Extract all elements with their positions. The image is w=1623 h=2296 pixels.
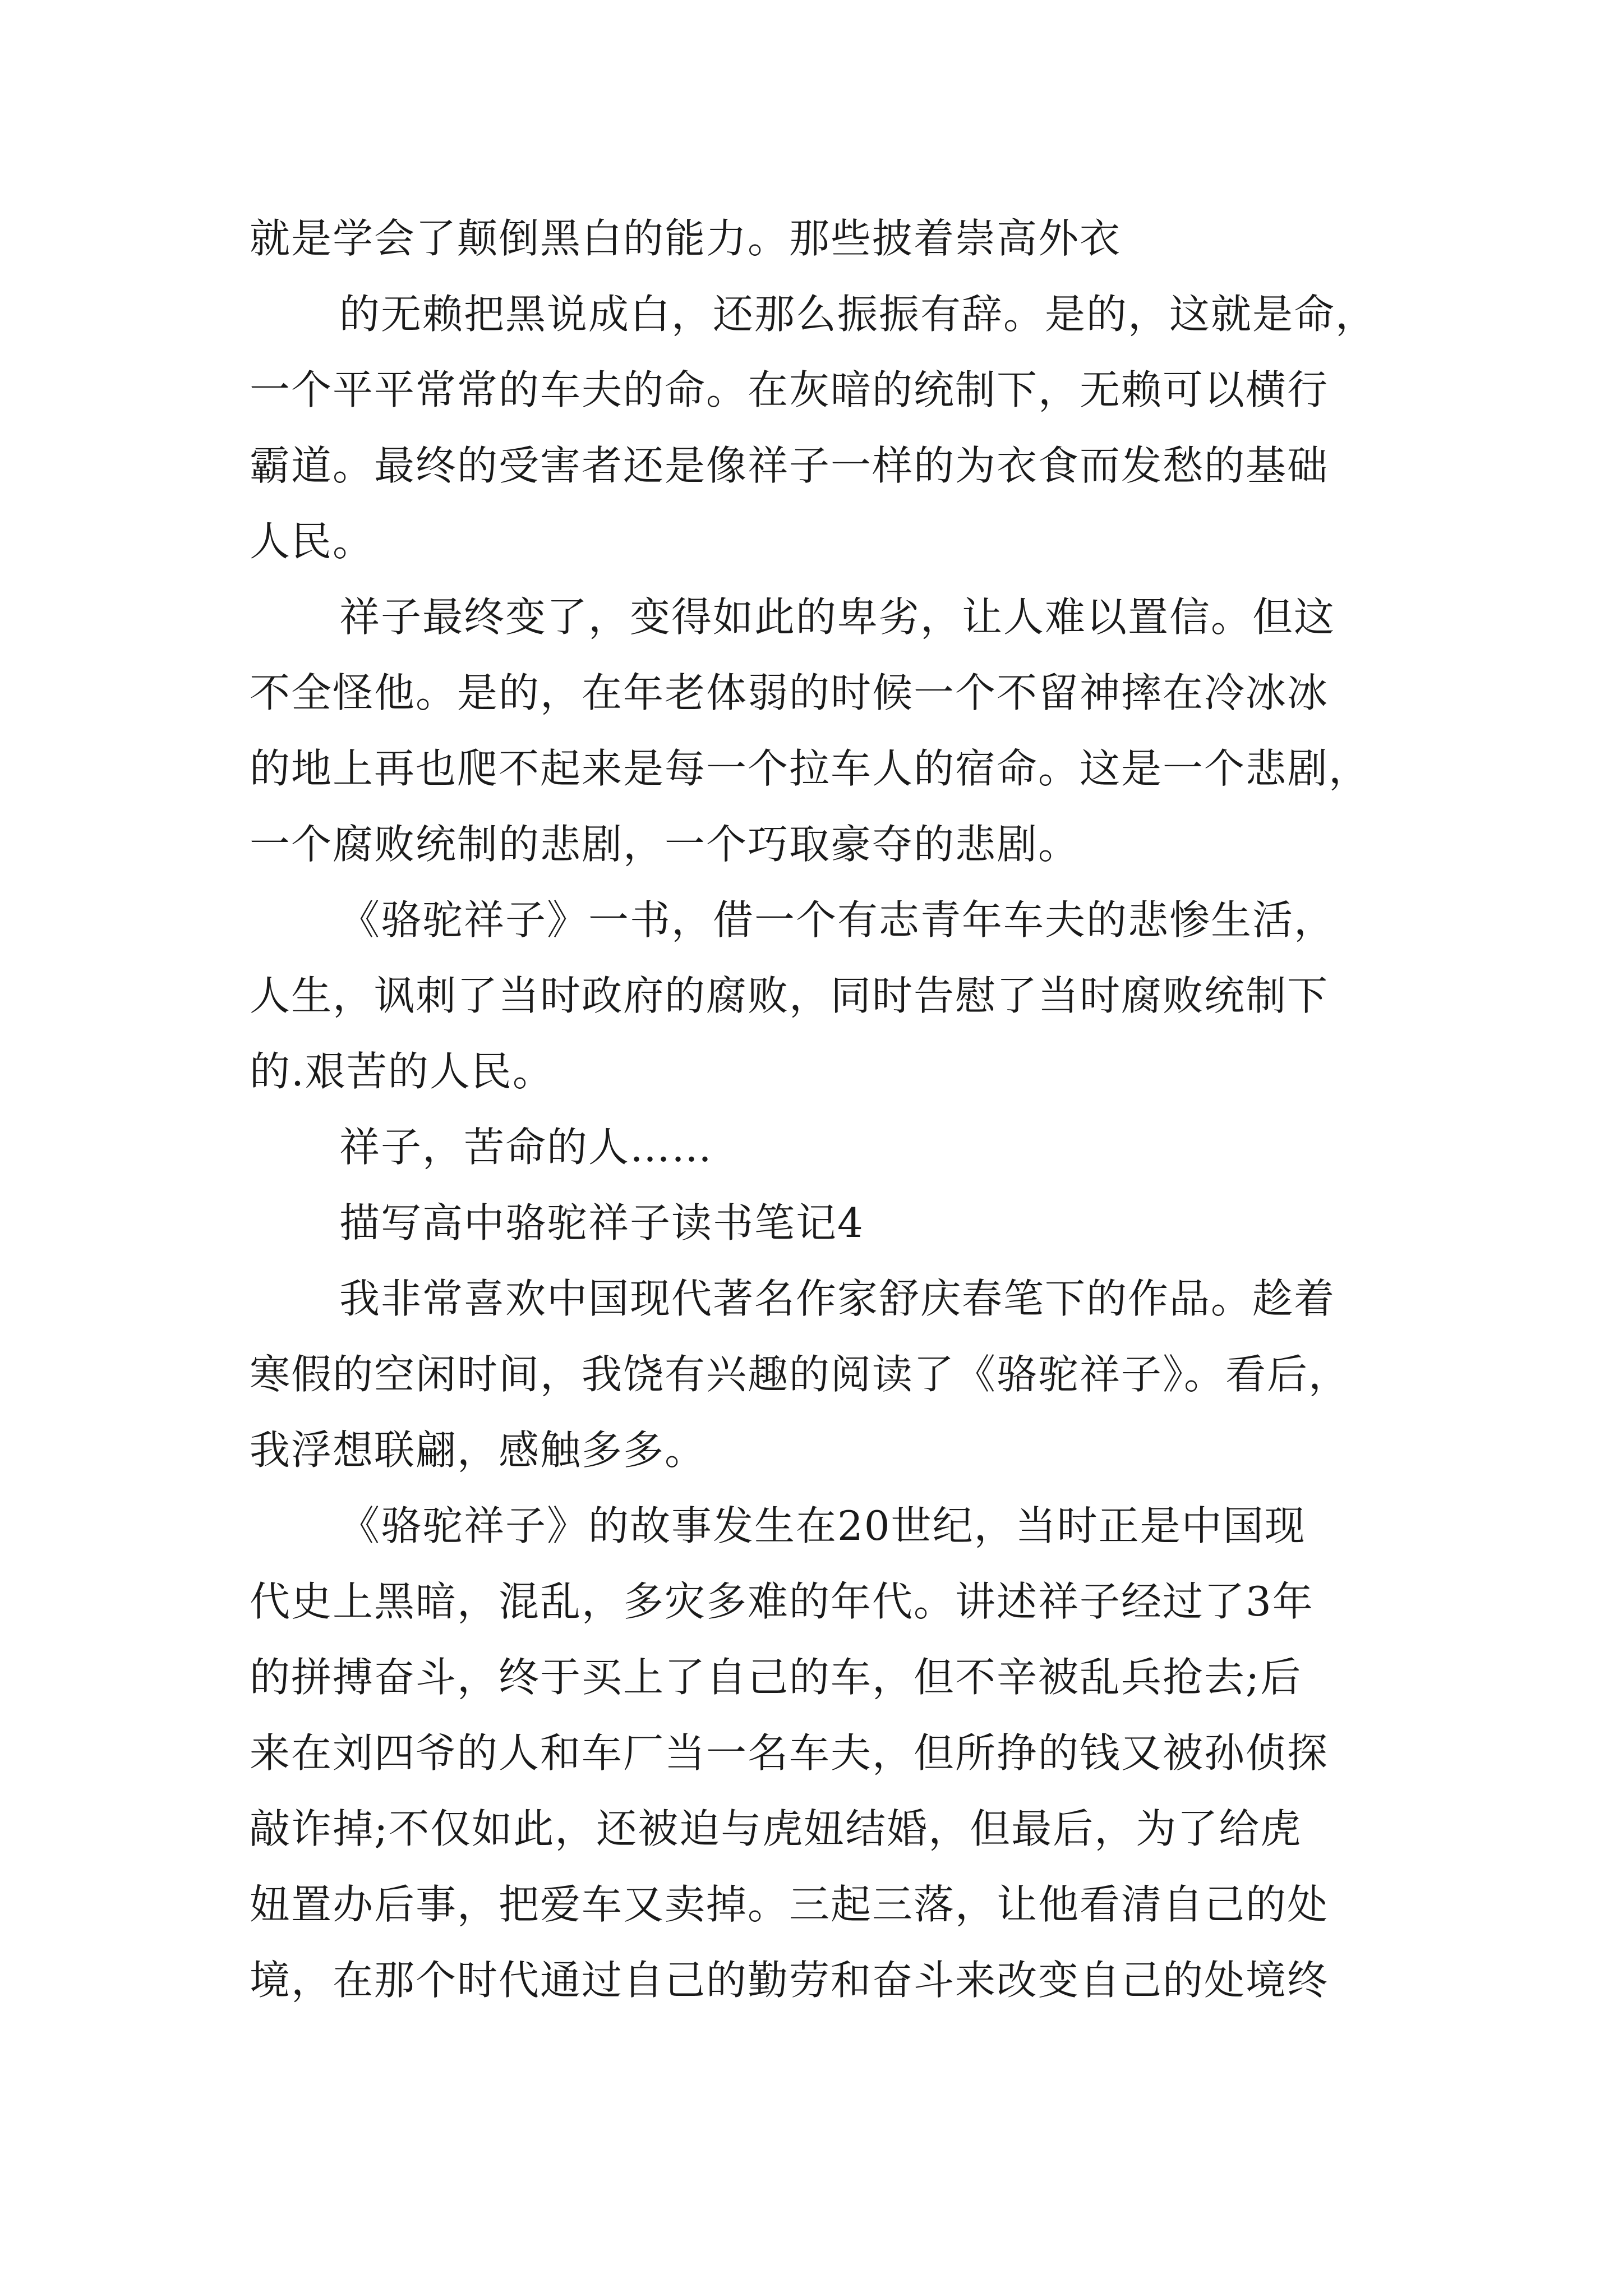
text-line: 代史上黑暗，混乱，多灾多难的年代。讲述祥子经过了3年 (250, 1578, 1314, 1625)
text-line: 《骆驼祥子》一书，借一个有志青年车夫的悲惨生活， (339, 896, 1336, 944)
text-line: 的拼搏奋斗，终于买上了自己的车，但不辛被乱兵抢去;后 (250, 1654, 1302, 1701)
text-line: 的地上再也爬不起来是每一个拉车人的宿命。这是一个悲剧， (250, 745, 1371, 792)
text-line: 就是学会了颠倒黑白的能力。那些披着崇高外衣 (250, 215, 1122, 262)
section-heading: 描写高中骆驼祥子读书笔记4 (339, 1199, 864, 1246)
text-line: 寒假的空闲时间，我饶有兴趣的阅读了《骆驼祥子》。看后， (250, 1351, 1350, 1398)
text-line: 敲诈掉;不仅如此，还被迫与虎妞结婚，但最后，为了给虎 (250, 1805, 1302, 1852)
text-line: 境，在那个时代通过自己的勤劳和奋斗来改变自己的处境终 (250, 1957, 1329, 2004)
text-line: 祥子最终变了，变得如此的卑劣，让人难以置信。但这 (339, 593, 1336, 641)
text-line: 祥子，苦命的人…… (339, 1124, 713, 1171)
text-line: 一个腐败统制的悲剧，一个巧取豪夺的悲剧。 (250, 821, 1080, 868)
text-line: 人生，讽刺了当时政府的腐败，同时告慰了当时腐败统制下 (250, 972, 1329, 1019)
text-line: 我非常喜欢中国现代著名作家舒庆春笔下的作品。趁着 (339, 1275, 1336, 1322)
text-line: 妞置办后事，把爱车又卖掉。三起三落，让他看清自己的处 (250, 1881, 1329, 1928)
text-line: 不全怪他。是的，在年老体弱的时候一个不留神摔在冷冰冰 (250, 669, 1329, 716)
text-line: 来在刘四爷的人和车厂当一名车夫，但所挣的钱又被孙侦探 (250, 1729, 1329, 1777)
text-line: 的无赖把黑说成白，还那么振振有辞。是的，这就是命， (339, 291, 1377, 338)
text-line: 我浮想联翩，感触多多。 (250, 1427, 707, 1474)
text-line: 一个平平常常的车夫的命。在灰暗的统制下，无赖可以横行 (250, 366, 1329, 413)
text-line: 人民。 (250, 518, 375, 565)
text-line: 的.艰苦的人民。 (250, 1048, 554, 1095)
text-line: 《骆驼祥子》的故事发生在20世纪，当时正是中国现 (339, 1502, 1306, 1549)
text-line: 霸道。最终的受害者还是像祥子一样的为衣食而发愁的基础 (250, 442, 1329, 489)
